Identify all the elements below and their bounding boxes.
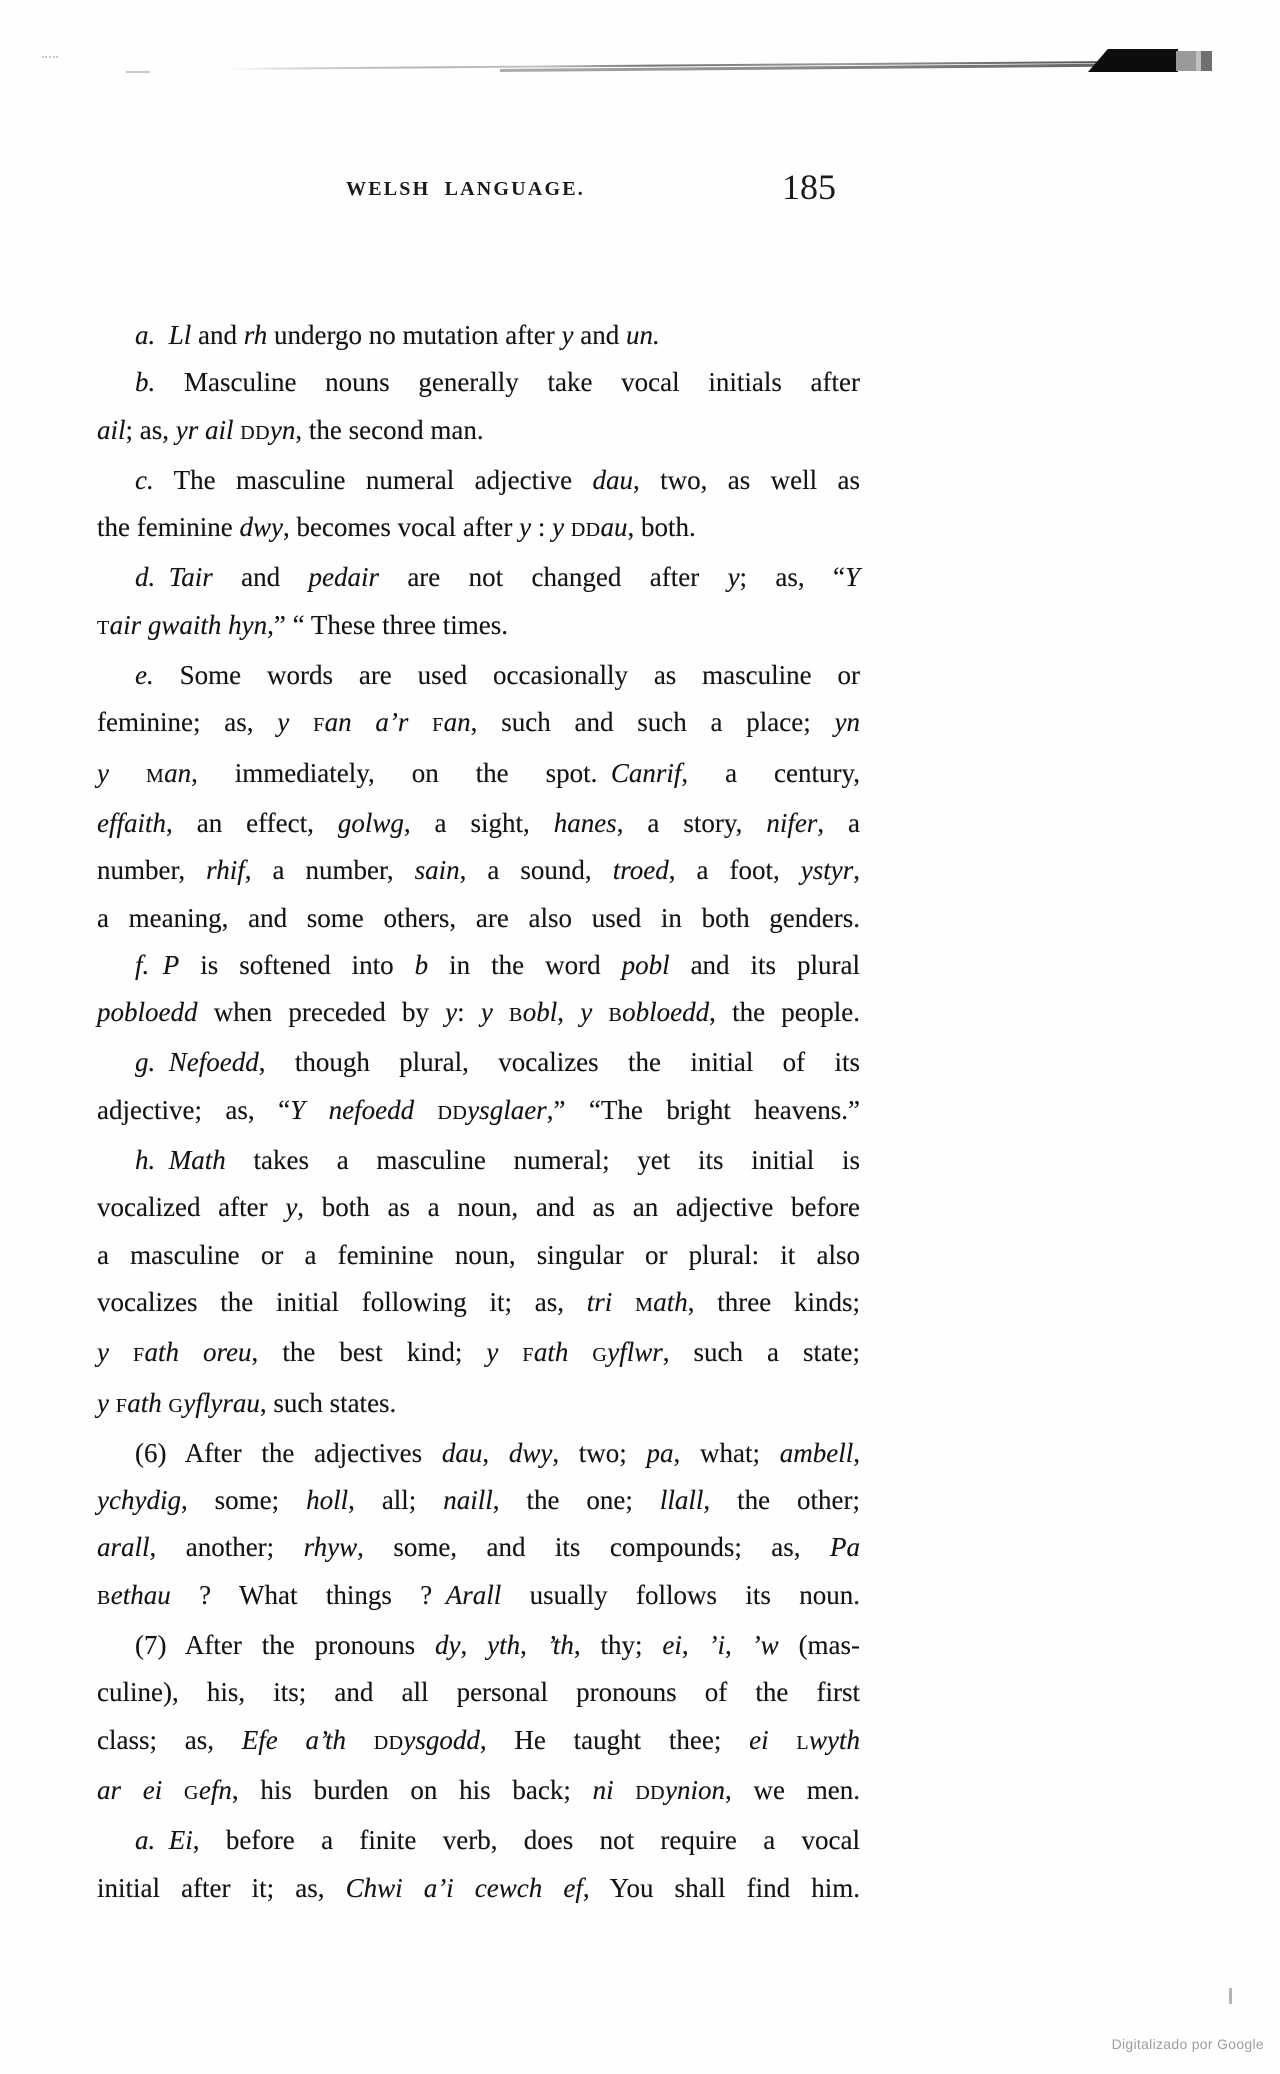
text-line: effaith, an effect, golwg, a sight, hanes, a story, nifer, a xyxy=(97,807,861,838)
text-line: g. Nefoedd, though plural, vocalizes the initial of its xyxy=(135,1047,860,1078)
page-number: 185 xyxy=(782,167,836,207)
text-line: ychydig, some; holl, all; naill, the one; llall, the other; xyxy=(97,1485,860,1516)
text-block xyxy=(97,312,860,1912)
scan-ink-blob xyxy=(1088,49,1178,72)
text-line: a. Ei, before a finite verb, does not require a vocal xyxy=(135,1825,860,1856)
text-line: initial after it; as, Chwi a’i cewch ef, You shall find him. xyxy=(97,1872,860,1903)
text-line: (7) After the pronouns dy, yth, ’th, thy; ei, ’i, ’w (mas- xyxy=(135,1630,861,1661)
text-line: vocalizes the initial following it; as, tri Math, three kinds; xyxy=(97,1286,860,1317)
text-line: number, rhif, a number, sain, a sound, troed, a foot, ystyr, xyxy=(97,855,860,886)
text-line: Bethau ? What things ? Arall usually follows its noun. xyxy=(97,1579,860,1610)
text-line: adjective; as, “Y nefoedd DDysglaer,” “The bright heavens.” xyxy=(97,1094,860,1125)
text-line: y Fath oreu, the best kind; y Fath Gyflwr, such a state; xyxy=(97,1337,861,1368)
text-line: the feminine dwy, becomes vocal after y : y DDau, both. xyxy=(97,512,696,543)
text-line: y Man, immediately, on the spot. Canrif, a century, xyxy=(97,757,860,788)
text-line: a masculine or a feminine noun, singular or plural: it also xyxy=(97,1239,860,1270)
text-line: a. Ll and rh undergo no mutation after y and un. xyxy=(135,320,660,350)
text-line: d. Tair and pedair are not changed after y; as, “Y xyxy=(135,562,860,593)
text-line: class; as, Efe a’th DDysgodd, He taught thee; ei Lwyth xyxy=(97,1724,860,1755)
google-watermark: Digitalizado por Google xyxy=(1111,2036,1264,2052)
text-line: c. The masculine numeral adjective dau, two, as well as xyxy=(135,464,860,495)
text-line: vocalized after y, both as a noun, and as an adjective before xyxy=(97,1192,861,1223)
text-line: feminine; as, y Fan a’r Fan, such and such a place; yn xyxy=(97,707,861,738)
text-line: ar ei Gefn, his burden on his back; ni DDynion, we men. xyxy=(97,1774,860,1805)
text-line: a meaning, and some others, are also used in both genders. xyxy=(97,902,860,933)
scan-ink-blob-tail xyxy=(1176,51,1212,71)
text-line: Tair gwaith hyn,” “ These three times. xyxy=(97,609,509,640)
running-head xyxy=(97,166,860,206)
text-line: y Fath Gyflyrau, such states. xyxy=(97,1387,397,1418)
text-line: (6) After the adjectives dau, dwy, two; pa, what; ambell, xyxy=(135,1437,860,1468)
scan-tick-mark xyxy=(1229,1988,1232,2004)
text-line: b. Masculine nouns generally take vocal initials after xyxy=(135,367,860,398)
text-line: arall, another; rhyw, some, and its compounds; as, Pa xyxy=(97,1532,860,1563)
text-line: ail; as, yr ail DDyn, the second man. xyxy=(97,414,484,445)
text-line: culine), his, its; and all personal pronouns of the first xyxy=(97,1677,860,1708)
text-line: f. P is softened into b in the word pobl and its plural xyxy=(135,949,861,980)
text-line: h. Math takes a masculine numeral; yet its initial is xyxy=(135,1145,860,1176)
text-line: pobloedd when preceded by y: y Bobl, y Bobloedd, the people. xyxy=(97,997,861,1028)
scan-speck xyxy=(42,56,58,58)
running-title: WELSH LANGUAGE. xyxy=(346,178,585,200)
text-column xyxy=(97,0,860,2074)
text-line: e. Some words are used occasionally as masculine or xyxy=(135,660,860,691)
